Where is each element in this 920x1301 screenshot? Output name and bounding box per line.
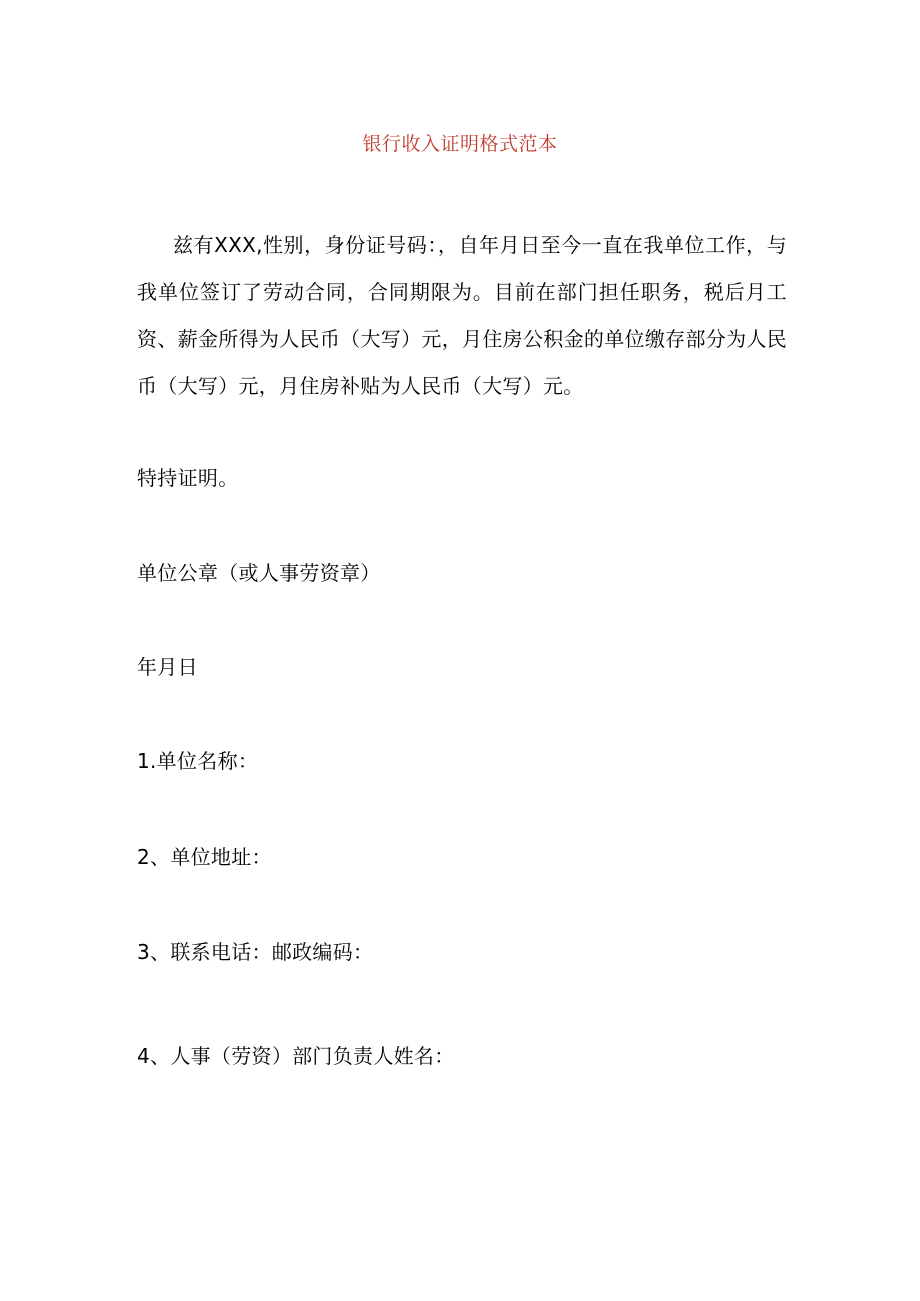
date-text: 年月日 (137, 655, 198, 679)
certify-text: 特持证明。 (137, 466, 239, 490)
field-hr-manager: 4、人事（劳资）部门负责人姓名： (137, 1044, 455, 1068)
field-unit-address: 2、单位地址： (137, 845, 272, 869)
field-unit-name: 1.单位名称： (137, 749, 259, 773)
document-title: 银行收入证明格式范本 (362, 133, 558, 155)
field-phone-postcode: 3、联系电话：邮政编码： (137, 940, 374, 964)
seal-text: 单位公章（或人事劳资章） (137, 561, 381, 585)
body-paragraph: 兹有XXX,性别，身份证号码：，自年月日至今一直在我单位工作，与我单位签订了劳动合同，合同期限为。目前在部门担任职务，税后月工资、薪金所得为人民币（大写）元，月住房公积金的单位缴存部分为人民币（大写）元，月住房补贴为人民币（大写）元。 (137, 233, 787, 398)
